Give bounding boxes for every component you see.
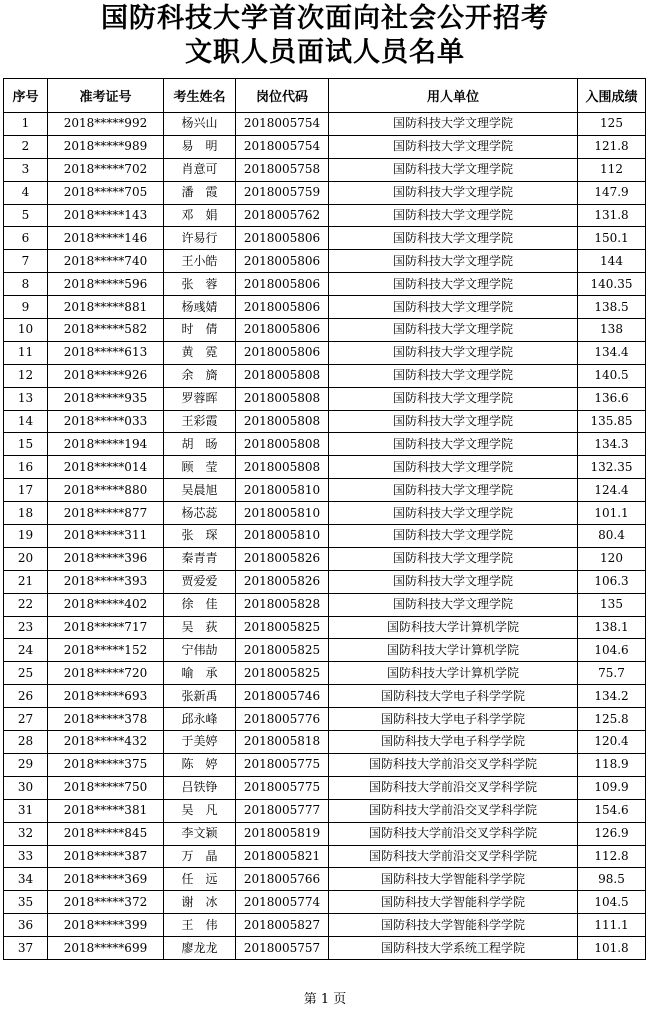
cell-exam-id: 2018*****935: [48, 387, 164, 410]
cell-index: 28: [4, 731, 48, 754]
column-header-exam-id: 准考证号: [48, 79, 164, 113]
cell-index: 5: [4, 204, 48, 227]
cell-post-code: 2018005806: [236, 250, 329, 273]
cell-name: 廖龙龙: [164, 937, 236, 960]
table-row: [4, 914, 646, 937]
cell-index: 26: [4, 685, 48, 708]
table-row: [4, 639, 646, 662]
cell-unit: 国防科技大学前沿交叉学科学院: [329, 822, 578, 845]
cell-exam-id: 2018*****582: [48, 319, 164, 342]
table-row: [4, 158, 646, 181]
cell-post-code: 2018005825: [236, 662, 329, 685]
cell-exam-id: 2018*****702: [48, 158, 164, 181]
cell-score: 138.5: [578, 296, 646, 319]
table-row: [4, 753, 646, 776]
cell-score: 109.9: [578, 776, 646, 799]
table-row: [4, 456, 646, 479]
cell-unit: 国防科技大学前沿交叉学科学院: [329, 776, 578, 799]
cell-post-code: 2018005826: [236, 570, 329, 593]
table-row: [4, 616, 646, 639]
cell-score: 106.3: [578, 570, 646, 593]
cell-index: 10: [4, 319, 48, 342]
page-number: 第 1 页: [303, 992, 347, 1007]
cell-name: 张 蓉: [164, 273, 236, 296]
cell-name: 王彩霞: [164, 410, 236, 433]
cell-score: 135.85: [578, 410, 646, 433]
cell-score: 134.3: [578, 433, 646, 456]
cell-name: 胡 旸: [164, 433, 236, 456]
table-row: [4, 364, 646, 387]
cell-score: 101.1: [578, 502, 646, 525]
cell-index: 34: [4, 868, 48, 891]
cell-name: 宁伟劼: [164, 639, 236, 662]
cell-index: 6: [4, 227, 48, 250]
cell-name: 潘 霞: [164, 181, 236, 204]
cell-name: 万 晶: [164, 845, 236, 868]
cell-name: 杨彧婧: [164, 296, 236, 319]
cell-exam-id: 2018*****014: [48, 456, 164, 479]
cell-unit: 国防科技大学文理学院: [329, 479, 578, 502]
cell-score: 75.7: [578, 662, 646, 685]
cell-post-code: 2018005754: [236, 135, 329, 158]
cell-post-code: 2018005808: [236, 456, 329, 479]
cell-exam-id: 2018*****402: [48, 593, 164, 616]
cell-post-code: 2018005810: [236, 502, 329, 525]
table-row: [4, 204, 646, 227]
table-row: [4, 708, 646, 731]
cell-name: 任 远: [164, 868, 236, 891]
cell-name: 于美婷: [164, 731, 236, 754]
cell-unit: 国防科技大学电子科学学院: [329, 685, 578, 708]
table-row: [4, 731, 646, 754]
cell-exam-id: 2018*****992: [48, 113, 164, 136]
cell-post-code: 2018005826: [236, 547, 329, 570]
cell-unit: 国防科技大学文理学院: [329, 456, 578, 479]
table-row: [4, 250, 646, 273]
cell-exam-id: 2018*****613: [48, 341, 164, 364]
cell-post-code: 2018005777: [236, 799, 329, 822]
column-header-unit: 用人单位: [329, 79, 578, 113]
table-row: [4, 547, 646, 570]
cell-index: 12: [4, 364, 48, 387]
cell-score: 125: [578, 113, 646, 136]
cell-exam-id: 2018*****880: [48, 479, 164, 502]
cell-index: 29: [4, 753, 48, 776]
cell-score: 124.4: [578, 479, 646, 502]
cell-exam-id: 2018*****699: [48, 937, 164, 960]
cell-post-code: 2018005762: [236, 204, 329, 227]
cell-exam-id: 2018*****399: [48, 914, 164, 937]
column-header-post-code: 岗位代码: [236, 79, 329, 113]
cell-unit: 国防科技大学系统工程学院: [329, 937, 578, 960]
cell-score: 132.35: [578, 456, 646, 479]
cell-post-code: 2018005754: [236, 113, 329, 136]
cell-post-code: 2018005808: [236, 364, 329, 387]
cell-post-code: 2018005775: [236, 753, 329, 776]
cell-score: 104.5: [578, 891, 646, 914]
cell-unit: 国防科技大学文理学院: [329, 158, 578, 181]
table-row: [4, 822, 646, 845]
cell-index: 11: [4, 341, 48, 364]
cell-score: 140.35: [578, 273, 646, 296]
cell-index: 20: [4, 547, 48, 570]
cell-exam-id: 2018*****375: [48, 753, 164, 776]
table-row: [4, 479, 646, 502]
cell-unit: 国防科技大学文理学院: [329, 319, 578, 342]
cell-exam-id: 2018*****720: [48, 662, 164, 685]
cell-name: 张新禹: [164, 685, 236, 708]
cell-unit: 国防科技大学文理学院: [329, 502, 578, 525]
cell-exam-id: 2018*****194: [48, 433, 164, 456]
cell-post-code: 2018005810: [236, 525, 329, 548]
column-header-index: 序号: [4, 79, 48, 113]
cell-post-code: 2018005746: [236, 685, 329, 708]
cell-score: 136.6: [578, 387, 646, 410]
table-row: [4, 410, 646, 433]
cell-post-code: 2018005825: [236, 639, 329, 662]
cell-post-code: 2018005825: [236, 616, 329, 639]
cell-post-code: 2018005776: [236, 708, 329, 731]
cell-post-code: 2018005828: [236, 593, 329, 616]
cell-score: 104.6: [578, 639, 646, 662]
cell-exam-id: 2018*****311: [48, 525, 164, 548]
table-row: [4, 845, 646, 868]
cell-index: 31: [4, 799, 48, 822]
cell-index: 36: [4, 914, 48, 937]
cell-index: 13: [4, 387, 48, 410]
cell-name: 杨芯蕊: [164, 502, 236, 525]
cell-index: 23: [4, 616, 48, 639]
table-row: [4, 891, 646, 914]
cell-index: 37: [4, 937, 48, 960]
cell-index: 16: [4, 456, 48, 479]
cell-index: 22: [4, 593, 48, 616]
cell-unit: 国防科技大学智能科学学院: [329, 914, 578, 937]
table-row: [4, 662, 646, 685]
cell-index: 1: [4, 113, 48, 136]
cell-index: 30: [4, 776, 48, 799]
candidate-table: [3, 78, 646, 960]
cell-unit: 国防科技大学文理学院: [329, 273, 578, 296]
cell-unit: 国防科技大学文理学院: [329, 547, 578, 570]
cell-name: 徐 佳: [164, 593, 236, 616]
cell-exam-id: 2018*****877: [48, 502, 164, 525]
cell-score: 111.1: [578, 914, 646, 937]
table-row: [4, 181, 646, 204]
cell-unit: 国防科技大学文理学院: [329, 250, 578, 273]
cell-unit: 国防科技大学文理学院: [329, 433, 578, 456]
cell-index: 25: [4, 662, 48, 685]
cell-post-code: 2018005810: [236, 479, 329, 502]
cell-post-code: 2018005806: [236, 296, 329, 319]
cell-score: 147.9: [578, 181, 646, 204]
cell-score: 118.9: [578, 753, 646, 776]
cell-index: 4: [4, 181, 48, 204]
cell-post-code: 2018005808: [236, 410, 329, 433]
cell-name: 李文颖: [164, 822, 236, 845]
cell-exam-id: 2018*****881: [48, 296, 164, 319]
table-row: [4, 502, 646, 525]
cell-name: 贾爱爱: [164, 570, 236, 593]
cell-score: 150.1: [578, 227, 646, 250]
cell-exam-id: 2018*****387: [48, 845, 164, 868]
table-body: [4, 113, 646, 960]
table-header-row: [4, 79, 646, 113]
cell-name: 顾 莹: [164, 456, 236, 479]
cell-index: 19: [4, 525, 48, 548]
cell-post-code: 2018005819: [236, 822, 329, 845]
cell-name: 吴晨旭: [164, 479, 236, 502]
cell-score: 98.5: [578, 868, 646, 891]
cell-index: 3: [4, 158, 48, 181]
cell-score: 121.8: [578, 135, 646, 158]
cell-exam-id: 2018*****033: [48, 410, 164, 433]
cell-post-code: 2018005821: [236, 845, 329, 868]
cell-post-code: 2018005806: [236, 273, 329, 296]
cell-score: 80.4: [578, 525, 646, 548]
cell-name: 吕铁铮: [164, 776, 236, 799]
column-header-name: 考生姓名: [164, 79, 236, 113]
cell-post-code: 2018005759: [236, 181, 329, 204]
cell-name: 吴 凡: [164, 799, 236, 822]
table-row: [4, 319, 646, 342]
cell-score: 138.1: [578, 616, 646, 639]
table-row: [4, 937, 646, 960]
cell-score: 120.4: [578, 731, 646, 754]
cell-exam-id: 2018*****396: [48, 547, 164, 570]
table-row: [4, 685, 646, 708]
cell-score: 126.9: [578, 822, 646, 845]
cell-name: 易 明: [164, 135, 236, 158]
cell-post-code: 2018005774: [236, 891, 329, 914]
table-row: [4, 570, 646, 593]
table-row: [4, 433, 646, 456]
cell-name: 肖意可: [164, 158, 236, 181]
cell-unit: 国防科技大学文理学院: [329, 387, 578, 410]
cell-index: 32: [4, 822, 48, 845]
cell-index: 33: [4, 845, 48, 868]
cell-post-code: 2018005827: [236, 914, 329, 937]
cell-post-code: 2018005806: [236, 341, 329, 364]
cell-name: 杨兴山: [164, 113, 236, 136]
column-header-score: 入围成绩: [578, 79, 646, 113]
table-row: [4, 868, 646, 891]
cell-post-code: 2018005766: [236, 868, 329, 891]
cell-unit: 国防科技大学文理学院: [329, 364, 578, 387]
cell-unit: 国防科技大学文理学院: [329, 410, 578, 433]
cell-name: 王 伟: [164, 914, 236, 937]
cell-exam-id: 2018*****693: [48, 685, 164, 708]
table-row: [4, 273, 646, 296]
cell-score: 131.8: [578, 204, 646, 227]
cell-exam-id: 2018*****750: [48, 776, 164, 799]
cell-unit: 国防科技大学前沿交叉学科学院: [329, 845, 578, 868]
cell-name: 时 倩: [164, 319, 236, 342]
cell-exam-id: 2018*****989: [48, 135, 164, 158]
cell-index: 14: [4, 410, 48, 433]
cell-post-code: 2018005758: [236, 158, 329, 181]
cell-unit: 国防科技大学文理学院: [329, 204, 578, 227]
cell-exam-id: 2018*****372: [48, 891, 164, 914]
cell-name: 罗蓉晖: [164, 387, 236, 410]
cell-score: 140.5: [578, 364, 646, 387]
cell-unit: 国防科技大学文理学院: [329, 593, 578, 616]
cell-index: 17: [4, 479, 48, 502]
cell-score: 135: [578, 593, 646, 616]
cell-index: 18: [4, 502, 48, 525]
document-title-line-2: 文职人员面试人员名单: [185, 37, 465, 68]
cell-name: 秦青青: [164, 547, 236, 570]
cell-unit: 国防科技大学文理学院: [329, 113, 578, 136]
cell-post-code: 2018005806: [236, 319, 329, 342]
cell-score: 138: [578, 319, 646, 342]
cell-exam-id: 2018*****146: [48, 227, 164, 250]
cell-index: 24: [4, 639, 48, 662]
table-row: [4, 341, 646, 364]
cell-exam-id: 2018*****740: [48, 250, 164, 273]
cell-unit: 国防科技大学电子科学学院: [329, 708, 578, 731]
cell-post-code: 2018005808: [236, 387, 329, 410]
cell-name: 邱永峰: [164, 708, 236, 731]
cell-unit: 国防科技大学文理学院: [329, 227, 578, 250]
cell-exam-id: 2018*****596: [48, 273, 164, 296]
cell-score: 134.2: [578, 685, 646, 708]
cell-unit: 国防科技大学文理学院: [329, 525, 578, 548]
table-row: [4, 776, 646, 799]
cell-score: 144: [578, 250, 646, 273]
cell-unit: 国防科技大学计算机学院: [329, 616, 578, 639]
cell-name: 王小皓: [164, 250, 236, 273]
cell-index: 7: [4, 250, 48, 273]
table-row: [4, 135, 646, 158]
cell-score: 134.4: [578, 341, 646, 364]
cell-unit: 国防科技大学前沿交叉学科学院: [329, 799, 578, 822]
cell-exam-id: 2018*****143: [48, 204, 164, 227]
cell-index: 27: [4, 708, 48, 731]
cell-unit: 国防科技大学文理学院: [329, 181, 578, 204]
cell-unit: 国防科技大学智能科学学院: [329, 868, 578, 891]
cell-name: 谢 冰: [164, 891, 236, 914]
cell-index: 35: [4, 891, 48, 914]
cell-unit: 国防科技大学电子科学学院: [329, 731, 578, 754]
cell-post-code: 2018005818: [236, 731, 329, 754]
cell-exam-id: 2018*****152: [48, 639, 164, 662]
cell-unit: 国防科技大学文理学院: [329, 135, 578, 158]
table-row: [4, 227, 646, 250]
cell-exam-id: 2018*****432: [48, 731, 164, 754]
table-row: [4, 593, 646, 616]
cell-unit: 国防科技大学文理学院: [329, 296, 578, 319]
cell-score: 125.8: [578, 708, 646, 731]
table-row: [4, 113, 646, 136]
cell-score: 120: [578, 547, 646, 570]
cell-exam-id: 2018*****369: [48, 868, 164, 891]
table-row: [4, 799, 646, 822]
cell-name: 黄 霓: [164, 341, 236, 364]
cell-index: 2: [4, 135, 48, 158]
document-title-line-1: 国防科技大学首次面向社会公开招考: [101, 3, 549, 34]
cell-exam-id: 2018*****705: [48, 181, 164, 204]
cell-unit: 国防科技大学前沿交叉学科学院: [329, 753, 578, 776]
cell-post-code: 2018005806: [236, 227, 329, 250]
cell-name: 吴 荻: [164, 616, 236, 639]
cell-post-code: 2018005775: [236, 776, 329, 799]
cell-score: 154.6: [578, 799, 646, 822]
cell-post-code: 2018005808: [236, 433, 329, 456]
cell-exam-id: 2018*****378: [48, 708, 164, 731]
cell-exam-id: 2018*****926: [48, 364, 164, 387]
cell-name: 许易行: [164, 227, 236, 250]
cell-post-code: 2018005757: [236, 937, 329, 960]
cell-name: 喻 承: [164, 662, 236, 685]
cell-score: 112.8: [578, 845, 646, 868]
cell-name: 张 琛: [164, 525, 236, 548]
cell-score: 101.8: [578, 937, 646, 960]
table-row: [4, 387, 646, 410]
cell-unit: 国防科技大学文理学院: [329, 341, 578, 364]
cell-unit: 国防科技大学计算机学院: [329, 662, 578, 685]
cell-index: 15: [4, 433, 48, 456]
cell-score: 112: [578, 158, 646, 181]
cell-exam-id: 2018*****717: [48, 616, 164, 639]
cell-name: 邓 娟: [164, 204, 236, 227]
cell-unit: 国防科技大学文理学院: [329, 570, 578, 593]
table-row: [4, 525, 646, 548]
cell-name: 陈 婷: [164, 753, 236, 776]
cell-unit: 国防科技大学计算机学院: [329, 639, 578, 662]
cell-index: 8: [4, 273, 48, 296]
cell-name: 余 旖: [164, 364, 236, 387]
cell-exam-id: 2018*****381: [48, 799, 164, 822]
table-row: [4, 296, 646, 319]
cell-unit: 国防科技大学智能科学学院: [329, 891, 578, 914]
cell-index: 21: [4, 570, 48, 593]
cell-index: 9: [4, 296, 48, 319]
cell-exam-id: 2018*****393: [48, 570, 164, 593]
cell-exam-id: 2018*****845: [48, 822, 164, 845]
